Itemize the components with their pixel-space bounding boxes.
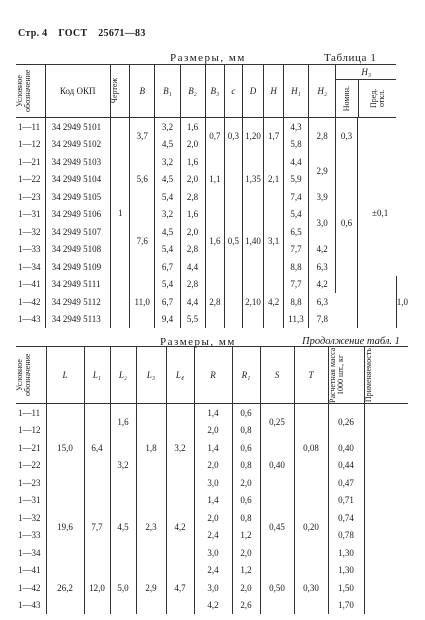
table1-caption: Таблица 1 xyxy=(324,52,377,64)
col-r1: R₁ xyxy=(232,347,260,404)
table-row: 1—21 34 2949 5103 5,6 3,2 1,6 1,1 1,35 2,1 4,4 2,9 0,6 xyxy=(16,153,408,171)
col-l3: L₃ xyxy=(136,347,166,404)
table-row: 1—42 3,0 2,0 1,50 xyxy=(16,579,408,597)
table-row: 1—12 2,0 0,8 xyxy=(16,422,408,440)
col-s: S xyxy=(260,347,294,404)
col-designation: Условное обозначение xyxy=(16,347,46,404)
col-l: L xyxy=(46,347,84,404)
table-row: 1—34 34 2949 5109 6,7 4,4 8,8 6,3 xyxy=(16,258,408,276)
col-h: H xyxy=(264,65,283,118)
standard-number: 25671—83 xyxy=(98,28,146,39)
col-l4: L₄ xyxy=(166,347,194,404)
dimensions-table-1 xyxy=(16,64,408,328)
drawing-number: 1 xyxy=(118,208,123,218)
table-row: 1—34 3,0 2,0 1,30 xyxy=(16,544,408,562)
table-row: 1—22 34 2949 5104 4,5 2,0 5,9 xyxy=(16,171,408,189)
table-row: 1—41 34 2949 5111 11,0 5,4 2,8 2,8 2,10 4,2 7,7 4,2 1,0 xyxy=(16,276,408,294)
col-r: R xyxy=(194,347,232,404)
col-t: T xyxy=(294,347,328,404)
table-row: 1—12 34 2949 5102 4,5 2,0 5,8 xyxy=(16,136,408,154)
gost-label: ГОСТ xyxy=(58,28,88,39)
table-row: 1—11 15,0 6,4 1,6 1,8 3,2 1,4 0,6 0,25 0,08 0,26 xyxy=(16,404,408,422)
col-b3: B₃ xyxy=(205,65,224,118)
table-row: 1—31 34 2949 5106 7,6 3,2 1,6 1,6 0,5 1,40 3,1 5,4 3,0 xyxy=(16,206,408,224)
table2-caption: Продолжение табл. 1 xyxy=(302,336,400,347)
col-b: B xyxy=(130,65,155,118)
h3-tolerance: ±0,1 xyxy=(372,208,389,218)
col-h3: H₃ Номин. Пред. откл. xyxy=(336,65,397,118)
col-b2: B₂ xyxy=(180,65,205,118)
col-c: c xyxy=(225,65,243,118)
table-row: 1—43 4,2 2,6 1,70 xyxy=(16,597,408,615)
dimensions-table-2 xyxy=(16,346,408,614)
table2-title: Размеры, мм xyxy=(160,336,236,348)
col-designation: Условное обозначение xyxy=(16,65,45,118)
col-b1: B₁ xyxy=(155,65,180,118)
table-row: 1—32 2,0 0,8 0,74 xyxy=(16,509,408,527)
table-row: 1—41 26,2 12,0 5,0 2,9 4,7 2,4 1,2 0,50 0,30 1,30 xyxy=(16,562,408,580)
table-row: 1—21 3,2 1,4 0,6 0,40 0,40 xyxy=(16,439,408,457)
col-d: D xyxy=(242,65,264,118)
table1-title: Размеры, мм xyxy=(170,52,246,64)
table-row: 1—31 19,6 7,7 4,5 2,3 4,2 1,4 0,6 0,45 0,20 0,71 xyxy=(16,492,408,510)
col-mass: Расчетная масса 1000 шт., кг xyxy=(328,347,364,404)
col-l2: L₂ xyxy=(110,347,136,404)
page-header xyxy=(18,28,154,39)
col-h1: H₁ xyxy=(283,65,308,118)
col-drawing: Чертеж xyxy=(110,65,129,118)
table-row: 1—43 34 2949 5113 9,4 5,5 11,3 7,8 xyxy=(16,311,408,329)
table-row: 1—23 3,0 2,0 0,47 xyxy=(16,474,408,492)
page-number: Стр. 4 xyxy=(18,28,48,39)
table-row: 1—33 34 2949 5108 5,4 2,8 7,7 4,2 xyxy=(16,241,408,259)
col-h2: H₂ xyxy=(309,65,336,118)
table-row: 1—33 2,4 1,2 0,78 xyxy=(16,527,408,545)
table-row: 1—22 2,0 0,8 0,44 xyxy=(16,457,408,475)
col-applicability: Применяемость xyxy=(364,347,408,404)
table-row: 1—42 34 2949 5112 6,7 4,4 8,8 6,3 xyxy=(16,293,408,311)
col-okp-code: Код ОКП xyxy=(45,65,110,118)
table-row: 1—32 34 2949 5107 4,5 2,0 6,5 xyxy=(16,223,408,241)
table-row: 1—11 34 2949 5101 3,7 3,2 1,6 0,7 0,3 1,20 1,7 4,3 2,8 0,3 xyxy=(16,118,408,136)
table-row: 1—23 34 2949 5105 5,4 2,8 7,4 3,9 xyxy=(16,188,408,206)
col-l1: L₁ xyxy=(84,347,110,404)
